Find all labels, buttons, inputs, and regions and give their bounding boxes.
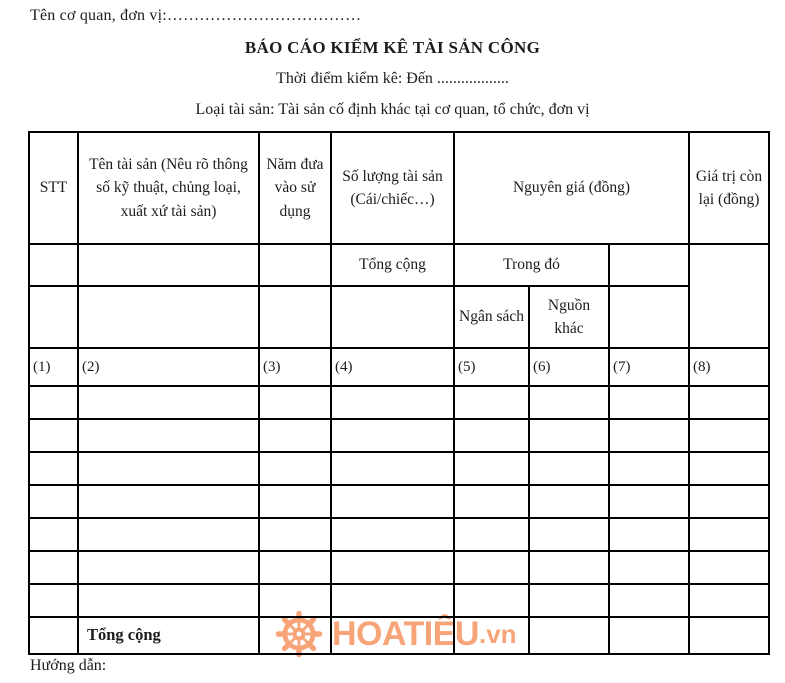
inventory-time-line: Thời điểm kiểm kê: Đến .................. [276,70,509,87]
table-cell [78,452,259,485]
header-stt: STT [29,132,78,244]
table-cell [529,419,609,452]
table-cell [78,386,259,419]
table-cell [331,419,454,452]
table-cell [454,485,529,518]
table-cell [609,617,689,654]
table-cell [609,419,689,452]
table-cell [29,485,78,518]
report-title: BÁO CÁO KIỂM KÊ TÀI SẢN CÔNG [244,38,541,57]
table-cell [259,419,331,452]
table-cell [331,485,454,518]
header-subtotal: Tổng cộng [331,244,454,286]
header-empty-cell [29,244,78,286]
table-cell [529,584,609,617]
table-cell [331,452,454,485]
header-empty-cell [689,244,769,348]
column-number-cell: (5) [454,348,529,386]
table-cell [29,584,78,617]
header-row-3 [29,286,769,348]
header-row-1 [29,132,769,244]
total-row [29,617,769,654]
header-empty-cell [609,244,689,286]
table-cell [331,386,454,419]
table-cell [259,617,331,654]
table-cell [454,386,529,419]
header-asset-name: Tên tài sản (Nêu rõ thông số kỹ thuật, chủng loại, xuất xứ tài sản) [78,132,259,244]
watermark-text: HOATIÊU [332,615,479,653]
header-empty-cell [78,286,259,348]
table-row [29,551,769,584]
watermark-suffix: .vn [478,619,517,649]
column-number-cell: (2) [78,348,259,386]
table-cell [689,518,769,551]
table-cell [78,584,259,617]
table-cell [29,551,78,584]
table-cell [331,551,454,584]
table-row [29,419,769,452]
header-empty-cell [259,244,331,286]
asset-type-line: Loại tài sản: Tài sản cố định khác tại cơ quan, tổ chức, đơn vị [195,101,590,118]
table-cell [609,452,689,485]
table-row [29,584,769,617]
table-cell [259,452,331,485]
table-row [29,452,769,485]
header-row-2 [29,244,769,286]
table-cell [529,518,609,551]
table-cell [689,551,769,584]
table-cell [689,386,769,419]
table-cell [454,584,529,617]
table-cell [331,617,454,654]
column-number-cell: (3) [259,348,331,386]
header-original-price: Nguyên giá (đồng) [454,132,689,244]
table-cell [259,551,331,584]
table-cell [454,452,529,485]
table-cell [529,485,609,518]
table-cell [78,551,259,584]
table-cell [689,419,769,452]
header-budget: Ngân sách [454,286,529,348]
table-cell [259,584,331,617]
column-number-cell: (4) [331,348,454,386]
table-cell [259,518,331,551]
column-numbers-row [29,348,769,386]
table-cell [529,551,609,584]
table-row [29,386,769,419]
header-year: Năm đưa vào sử dụng [259,132,331,244]
table-cell [78,518,259,551]
table-cell [78,485,259,518]
table-row [29,518,769,551]
table-cell [609,485,689,518]
table-cell [331,518,454,551]
header-quantity: Số lượng tài sản (Cái/chiếc…) [331,132,454,244]
table-cell [454,419,529,452]
table-cell [609,386,689,419]
table-cell [529,386,609,419]
column-number-cell: (7) [609,348,689,386]
table-cell [29,419,78,452]
table-cell [529,452,609,485]
header-of-which: Trong đó [454,244,609,286]
table-cell [454,518,529,551]
org-line: Tên cơ quan, đơn vị:……………………………… [30,7,362,24]
inventory-table [28,131,770,655]
table-cell [259,485,331,518]
table-cell [689,617,769,654]
column-number-cell: (1) [29,348,78,386]
table-cell [29,452,78,485]
table-cell [689,485,769,518]
header-empty-cell [609,286,689,348]
header-empty-cell [29,286,78,348]
column-number-cell: (6) [529,348,609,386]
total-label: Tổng cộng [78,617,259,654]
table-cell [78,419,259,452]
header-empty-cell [78,244,259,286]
table-cell [689,584,769,617]
header-other-source: Nguồn khác [529,286,609,348]
table-cell [454,617,529,654]
table-row [29,485,769,518]
header-empty-cell [331,286,454,348]
table-cell [609,518,689,551]
table-cell [609,584,689,617]
table-cell [454,551,529,584]
header-remaining-value: Giá trị còn lại (đồng) [689,132,769,244]
table-cell [29,617,78,654]
footer-note: Hướng dẫn: [30,657,107,674]
table-cell [331,584,454,617]
table-cell [259,386,331,419]
table-cell [29,386,78,419]
table-cell [689,452,769,485]
header-empty-cell [259,286,331,348]
table-cell [529,617,609,654]
column-number-cell: (8) [689,348,769,386]
table-cell [609,551,689,584]
table-cell [29,518,78,551]
